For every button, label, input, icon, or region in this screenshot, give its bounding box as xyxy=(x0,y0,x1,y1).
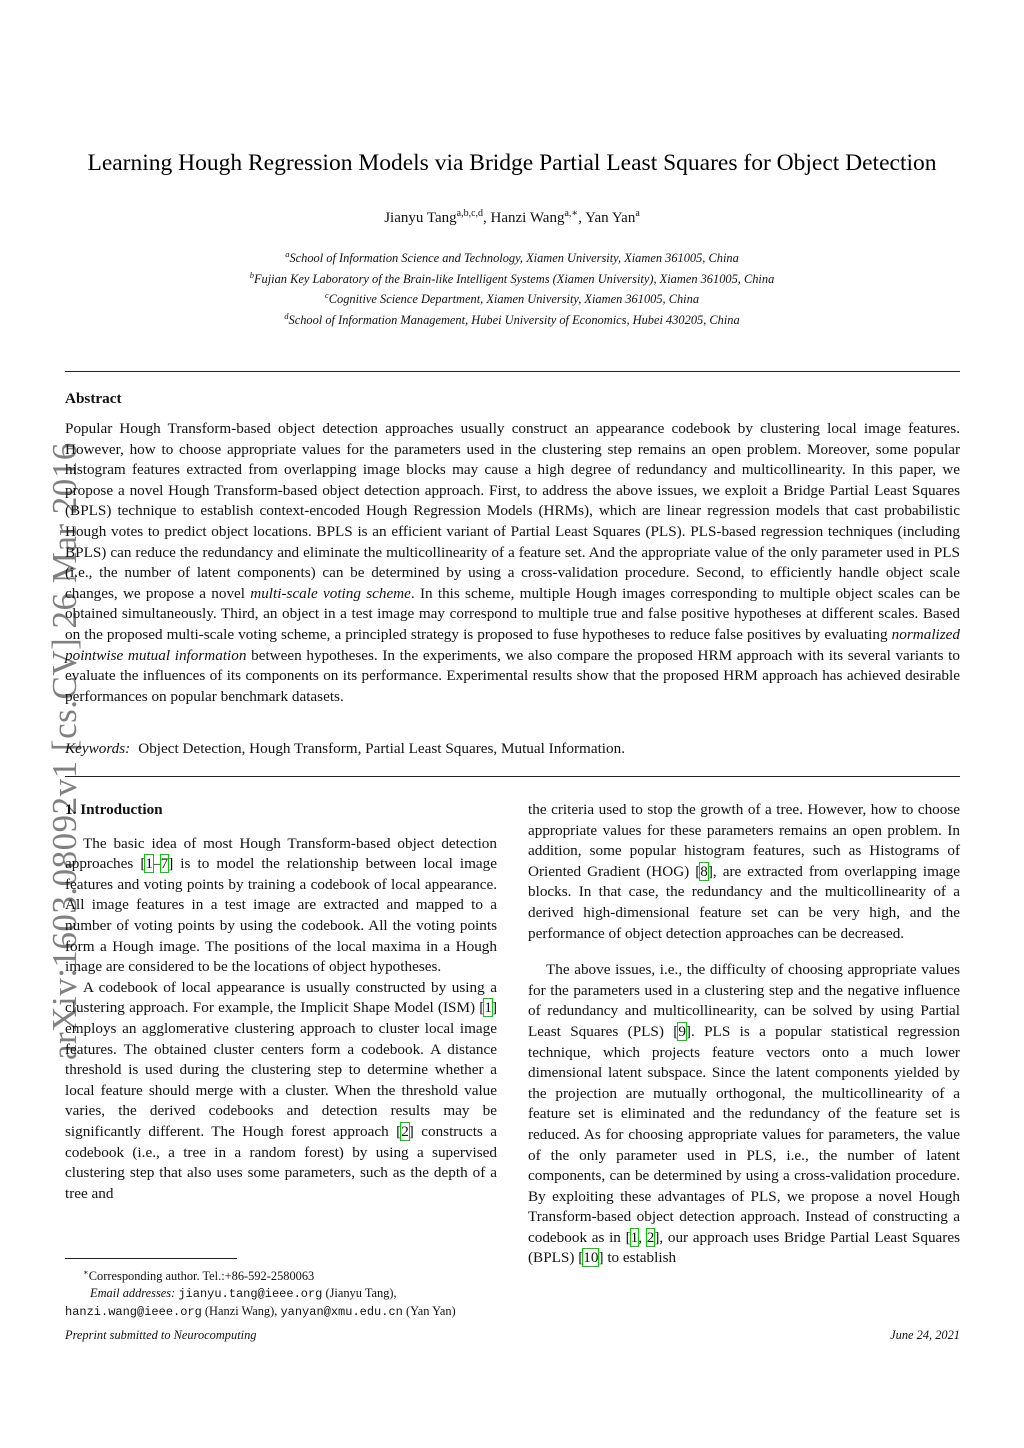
citation-link[interactable]: 9 xyxy=(678,1022,686,1040)
top-rule xyxy=(65,371,960,372)
text-run: The above issues, i.e., the difficulty of choosing appropriate values for the parameters used in a clustering step and the negative influence of redundancy and multicollinearity, can be solved by using Partial Least Squares (PLS) [ xyxy=(528,961,960,1040)
text-run: , xyxy=(638,1228,647,1246)
abstract-bottom-rule xyxy=(65,776,960,777)
email-link[interactable]: jianyu.tang@ieee.org xyxy=(178,1286,323,1301)
citation-link[interactable]: 1 xyxy=(145,855,154,873)
affiliation-line: $^b$Fujian Key Laboratory of the Brain-like Intelligent Systems (Xiamen University), Xiamen 361005, China xyxy=(249,269,775,286)
author-affiliation-mark: a xyxy=(635,208,640,219)
preprint-date: June 24, 2021 xyxy=(890,1328,960,1342)
email-link[interactable]: hanzi.wang@ieee.org xyxy=(65,1304,202,1319)
citation-link[interactable]: 2 xyxy=(646,1228,655,1246)
citation-link[interactable]: 8 xyxy=(700,862,708,880)
paragraph-gap xyxy=(528,944,960,960)
citation-link[interactable]: 10 xyxy=(583,1249,599,1267)
keywords-text: Object Detection, Hough Transform, Partial Least Squares, Mutual Information. xyxy=(138,740,625,757)
text-run: – xyxy=(153,855,161,873)
text-run: ], are extracted from overlapping image blocks. In that case, the redundancy and the multicollinearity of a derived high-dimensional feature set can be very high, and the performance of object detection approaches can be decreased. xyxy=(528,862,960,942)
text-run: Popular Hough Transform-based object detection approaches usually construct an appearance codebook by clustering local image features. However, how to choose appropriate values for the parameters used in the clustering step remains an open problem. Moreover, some popular histogram features extracted from overlapping image blocks may cause a high degree of redundancy and multicollinearity. In this paper, we propose a novel Hough Transform-based object detection approach. First, to address the above issues, we exploit a Bridge Partial Least Squares (BPLS) technique to establish context-encoded Hough Regression Models (HRMs), which are linear regression models that cast probabilistic Hough votes to predict object locations. BPLS is an efficient variant of Partial Least Squares (PLS). PLS-based regression techniques (including BPLS) can reduce the redundancy and eliminate the multicollinearity of a feature set. And the appropriate value of the only parameter used in PLS (i.e., the number of latent components) can be determined by using a cross-validation procedure. Second, to efficiently handle object scale changes, we propose a novel xyxy=(65,420,960,602)
paragraph xyxy=(65,978,497,1205)
author-name: Jianyu Tang xyxy=(384,210,457,226)
preprint-note: Preprint submitted to Neurocomputing xyxy=(65,1328,257,1342)
affiliation-line: $^c$Cognitive Science Department, Xiamen University, Xiamen 361005, China xyxy=(324,290,700,307)
right-column xyxy=(528,800,960,1269)
abstract-body xyxy=(65,419,960,707)
text-run: . In this scheme, multiple Hough images corresponding to multiple object scales can be obtained simultaneously. Third, an object in a test image may correspond to multiple true and false positive hypotheses at different scales. Based on the proposed multi-scale voting scheme, a principled strategy is proposed to fuse hypotheses to reduce false positives by evaluating xyxy=(65,584,960,643)
abstract-heading: Abstract xyxy=(65,390,122,407)
text-run: The basic idea of most Hough Transform-based object detection approaches [ xyxy=(65,834,497,873)
email-link[interactable]: yanyan@xmu.edu.cn xyxy=(280,1304,403,1319)
citation-link[interactable]: 7 xyxy=(160,855,169,873)
affiliation-list xyxy=(0,246,1024,329)
paragraph xyxy=(65,834,497,978)
text-run: ] is to model the relationship between local image features and voting points by training a codebook of local appearance. All image features in a test image are extracted and mapped to a number of voting points by using the codebook. All the voting points form a Hough image. The positions of the local maxima in a Hough image are considered to be the locations of object hypotheses. xyxy=(65,855,497,976)
author-name: Hanzi Wang xyxy=(490,210,565,226)
text-run: ] constructs a codebook (i.e., a tree in a random forest) by using a supervised clustering step that also uses some parameters, such as the depth of a tree and xyxy=(65,1122,497,1202)
email-line: Email addresses: jianyu.tang@ieee.org (Jianyu Tang), xyxy=(90,1285,397,1301)
paragraph xyxy=(528,800,960,944)
text-run: ] employs an agglomerative clustering approach to cluster local image features. The obtained cluster centers form a codebook. A distance threshold is used during the clustering step to determine whether a local feature should merge with a cluster. When the threshold value varies, the derived codebooks and detection results may be significantly different. The Hough forest approach [ xyxy=(65,999,497,1140)
citation-link[interactable]: 1 xyxy=(630,1228,639,1246)
text-run: A codebook of local appearance is usually constructed by using a clustering approach. For example, the Implicit Shape Model (ISM) [ xyxy=(65,978,497,1017)
keywords-label: Keywords: xyxy=(65,740,131,757)
text-run: ]. PLS is a popular statistical regression technique, which projects feature vectors onto a much lower dimensional latent subspace. Since the latent components yielded by the projection are mutually orthogonal, the multicollinearity of a feature set is eliminated and the redundancy of the feature set is reduced. As for choosing appropriate values for parameters, the value of the only parameter used in PLS, i.e., the number of latent components, can be determined by using a cross-validation procedure. By exploiting these advantages of PLS, we propose a novel Hough Transform-based object detection approach. Instead of constructing a codebook as in [ xyxy=(528,1022,960,1246)
arxiv-watermark: arXiv:1603.08092v1 [cs.CV] 26 Mar 2016 xyxy=(45,442,84,1060)
section-heading: 1. Introduction xyxy=(65,801,163,818)
affiliation-line: $^a$School of Information Science and Technology, Xiamen University, Xiamen 361005, China xyxy=(285,249,739,266)
corresponding-author-line: ∗Corresponding author. Tel.:+86-592-2580063 xyxy=(83,1267,315,1284)
text-run: ] to establish xyxy=(598,1249,677,1267)
citation-link[interactable]: 2 xyxy=(401,1122,409,1140)
paragraph xyxy=(528,960,960,1269)
left-column xyxy=(65,800,497,1204)
emphasized-term: normalized pointwise mutual information xyxy=(65,625,960,664)
affiliation-line: $^d$School of Information Management, Hubei University of Economics, Hubei 430205, China xyxy=(284,310,740,327)
author-affiliation-mark: a,b,c,d xyxy=(456,208,484,219)
author-list xyxy=(0,208,1024,227)
author-separator: , xyxy=(483,210,491,226)
footnote-rule xyxy=(65,1258,237,1259)
author-separator: , xyxy=(578,210,586,226)
keywords-line xyxy=(65,740,960,758)
paper-title: Learning Hough Regression Models via Bridge Partial Least Squares for Object Detection xyxy=(87,150,937,176)
text-run: between hypotheses. In the experiments, we also compare the proposed HRM approach with its several variants to evaluate the influences of its components on its performance. Experimental results show that the proposed HRM approach has achieved desirable performances on popular benchmark datasets. xyxy=(65,646,960,705)
author-name: Yan Yan xyxy=(585,210,636,226)
citation-link[interactable]: 1 xyxy=(484,999,492,1017)
email-line-2: hanzi.wang@ieee.org (Hanzi Wang), yanyan@xmu.edu.cn (Yan Yan) xyxy=(65,1303,456,1319)
author-affiliation-mark: a,∗ xyxy=(564,208,579,219)
text-run: the criteria used to stop the growth of a tree. However, how to choose appropriate values for these parameters remains an open problem. In addition, some popular histogram features, such as Histograms of Oriented Gradient (HOG) [ xyxy=(528,801,960,880)
footnote xyxy=(65,1264,497,1321)
emphasized-term: multi-scale voting scheme xyxy=(250,584,411,602)
text-run: ], our approach uses Bridge Partial Least Squares (BPLS) [ xyxy=(528,1228,960,1267)
